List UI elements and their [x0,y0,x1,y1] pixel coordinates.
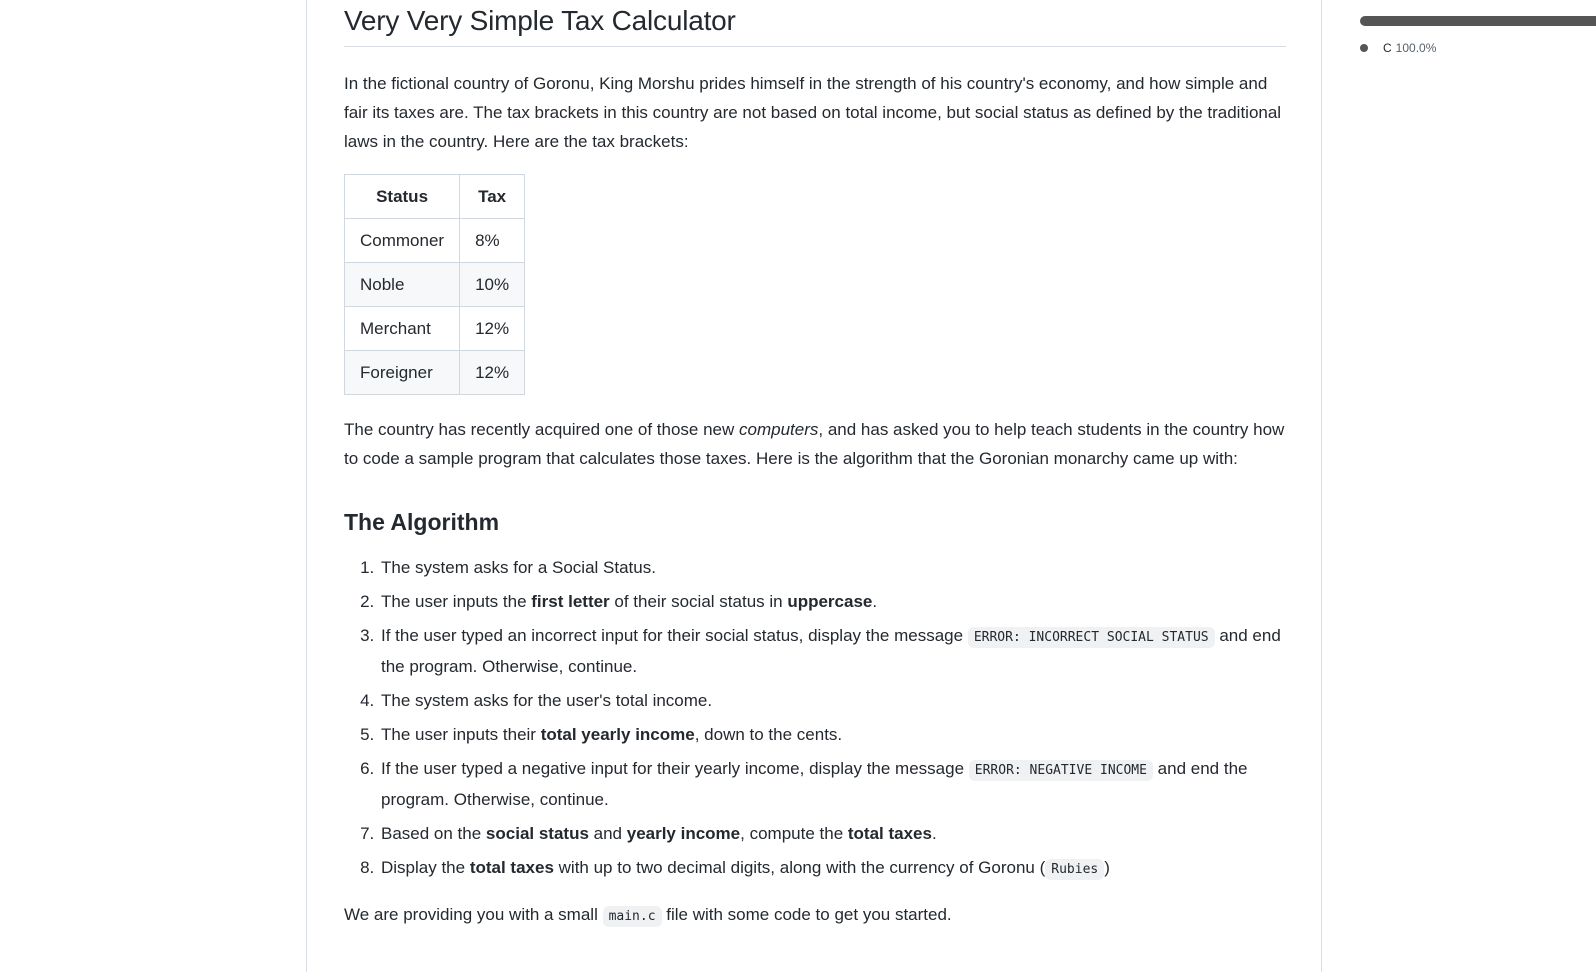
text: , and has asked you to help teach students in the country how to code a sample program that calculates those taxes. Here is the algorithm that the Goronian monarchy came up with: [344,420,1285,468]
table-header-row [345,175,525,219]
bold-text: total taxes [847,824,932,843]
text: , down to the cents. [694,725,843,744]
algorithm-steps-list [344,553,1286,884]
table-row [345,219,525,263]
inline-code: main.c [603,906,662,927]
language-color-dot-icon [1360,44,1368,52]
table-row [345,263,525,307]
text: , compute the [740,824,848,843]
table-cell-status: Foreigner [345,351,460,395]
emphasis-text: computers [739,420,819,439]
readme-title: Very Very Simple Tax Calculator [344,0,1286,47]
text: Based on the [381,824,486,843]
text: Display the [381,858,470,877]
intro-paragraph: In the fictional country of Goronu, King Morshu prides himself in the strength of his country's economy, and how simple and fair its taxes are. The tax brackets in this country are not based on total income, but social status as defined by the traditional laws in the country. Here are the tax brackets: [344,74,1282,151]
text: . [872,592,878,611]
list-item [379,720,1286,749]
text: ) [1104,858,1110,877]
list-item [379,853,1286,884]
list-item [379,819,1286,848]
text: with up to two decimal digits, along with the currency of Goronu ( [553,858,1046,877]
list-item [379,754,1286,814]
text: We are providing you with a small [344,905,603,924]
language-item-c[interactable] [1360,41,1596,55]
text: The system asks for the user's total income. [381,691,713,710]
bold-text: total yearly income [540,725,695,744]
readme-content [344,0,1286,931]
table-row [345,351,525,395]
bold-text: social status [485,824,589,843]
table-header-status: Status [345,175,460,219]
list-item [379,621,1286,681]
list-item [379,587,1286,616]
bold-text: total taxes [469,858,554,877]
text: file with some code to get you started. [661,905,952,924]
table-cell-tax: 12% [460,351,525,395]
text: and [588,824,627,843]
starter-file-paragraph [344,900,1286,931]
inline-code: Rubies [1045,859,1104,880]
text: If the user typed a negative input for their yearly income, display the message [381,759,969,778]
tax-brackets-table [344,174,525,395]
text: The user inputs their [381,725,541,744]
text: and end the program. Otherwise, continue. [381,759,1248,809]
language-percent: 100.0% [1395,41,1437,55]
table-cell-tax: 8% [460,219,525,263]
table-row [345,307,525,351]
text: The user inputs the [381,592,532,611]
bold-text: first letter [531,592,610,611]
readme-panel [306,0,1322,972]
text: of their social status in [609,592,788,611]
language-bar [1360,16,1596,26]
text: The country has recently acquired one of those new [344,420,740,439]
language-name: C [1383,41,1392,55]
algorithm-heading: The Algorithm [344,509,500,535]
text: If the user typed an incorrect input for their social status, display the message [381,626,968,645]
table-header-tax: Tax [460,175,525,219]
table-cell-tax: 12% [460,307,525,351]
table-cell-status: Merchant [345,307,460,351]
list-item [379,553,1286,582]
inline-code: ERROR: NEGATIVE INCOME [969,760,1153,781]
bold-text: uppercase [787,592,873,611]
text: . [931,824,937,843]
bold-text: yearly income [626,824,741,843]
text: and end the program. Otherwise, continue. [381,626,1281,676]
list-item [379,686,1286,715]
table-cell-tax: 10% [460,263,525,307]
table-cell-status: Noble [345,263,460,307]
inline-code: ERROR: INCORRECT SOCIAL STATUS [968,627,1215,648]
computers-paragraph [344,415,1286,473]
languages-sidebar [1360,16,1596,55]
table-cell-status: Commoner [345,219,460,263]
text: The system asks for a Social Status. [381,558,656,577]
